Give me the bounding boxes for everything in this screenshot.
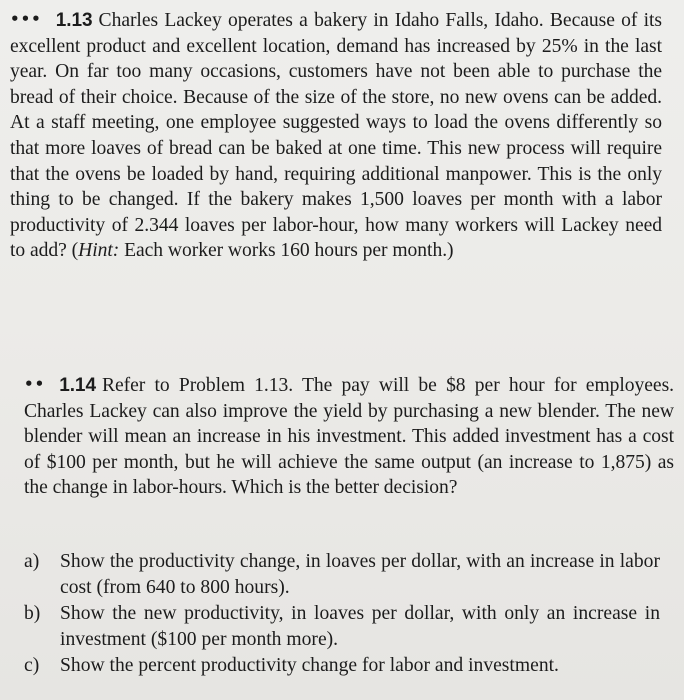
hint-text: Each worker works 160 hours per month.): [119, 240, 454, 262]
difficulty-dots: •••: [10, 10, 42, 28]
problem-1-14: [10, 372, 674, 501]
hint-label: Hint:: [78, 240, 120, 262]
part-text: Show the new productivity, in loaves per dollar, with only an increase in investment ($100 per month more).: [60, 603, 660, 650]
part-a: [24, 549, 660, 600]
problem-text: Refer to Problem 1.13. The pay will be $8 per hour for employees. Charles Lackey can also improve the yield by purchasing a new blender. The new blender will mean an increase in his investment. This added investment has a cost of $100 per month, but he will achieve the same output (an increase to 1,875) as the change in labor-hours. Which is the better decision?: [24, 375, 674, 499]
part-text: Show the percent productivity change for labor and investment.: [60, 655, 559, 677]
problem-number: 1.13: [55, 10, 93, 31]
problem-number: 1.14: [59, 375, 96, 396]
part-b: [24, 601, 660, 652]
hint-open-paren: (: [71, 240, 79, 262]
part-letter: c): [24, 655, 40, 677]
part-letter: a): [24, 551, 40, 572]
part-letter: b): [24, 603, 41, 625]
difficulty-dots: ••: [24, 375, 46, 393]
answer-parts: [24, 549, 660, 680]
problem-1-13: [10, 7, 662, 264]
part-text: Show the productivity change, in loaves per dollar, with an increase in labor cost (from 640 to 800 hours).: [60, 551, 660, 598]
problem-text: Charles Lackey operates a bakery in Idaho Falls, Idaho. Because of its excellent product and excellent location, demand has increased by 25% in the last year. On far too many occasions, customers have not been able to purchase the bread of their choice. Because of the size of the store, no new ovens can be added. At a staff meeting, one employee suggested ways to load the ovens differently so that more loaves of bread can be baked at one time. This new process will require that the ovens be loaded by hand, requiring additional manpower. This is the only thing to be changed. If the bakery makes 1,500 loaves per month with a labor productivity of 2.344 loaves per labor-hour, how many workers will Lackey need to add?: [10, 10, 662, 262]
part-c: [24, 653, 660, 679]
